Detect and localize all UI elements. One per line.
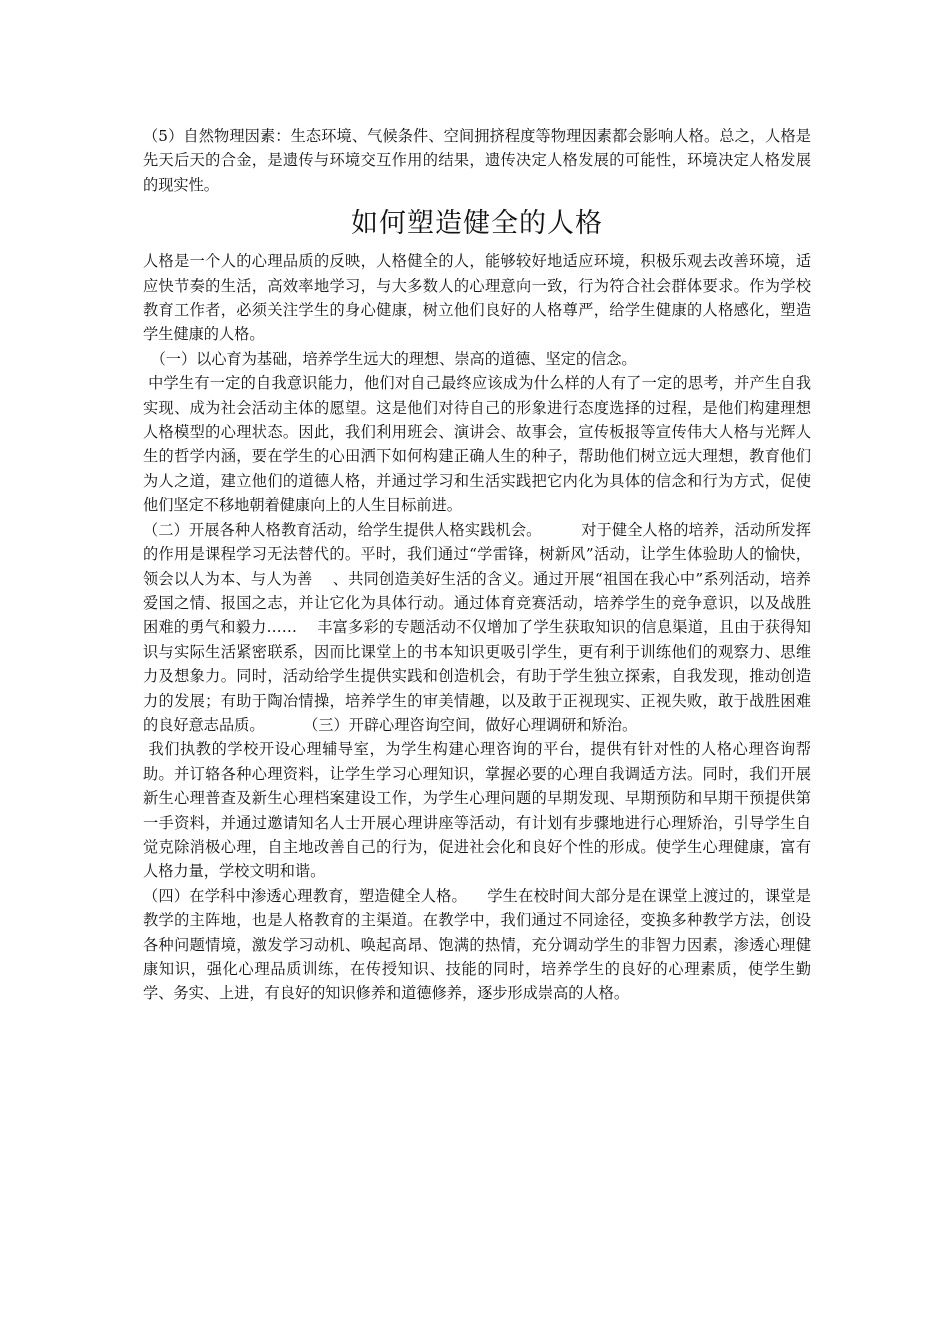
intro-paragraph: （5）自然物理因素：生态环境、气候条件、空间拥挤程度等物理因素都会影响人格。总之，人格是先天后天的合金，是遗传与环境交互作用的结果，遗传决定人格发展的可能性，环境决定人格发展的现实性。 (143, 127, 811, 194)
document-body (143, 124, 811, 1006)
paragraph-section-4: （四）在学科中渗透心理教育，塑造健全人格。 学生在校时间大部分是在课堂上渡过的，课堂是教学的主阵地，也是人格教育的主渠道。在教学中，我们通过不同途径，变换多种教学方法，创设各种问题情境，激发学习动机、唤起高昂、饱满的热情，充分调动学生的非智力因素，渗透心理健康知识，强化心理品质训练，在传授知识、技能的同时，培养学生的良好的心理素质，使学生勤学、务实、上进，有良好的知识修养和道德修养，逐步形成崇高的人格。 (143, 886, 811, 1003)
document-title: 如何塑造健全的人格 (351, 208, 603, 240)
paragraph-section-2: （二）开展各种人格教育活动，给学生提供人格实践机会。 对于健全人格的培养，活动所发挥的作用是课程学习无法替代的。平时，我们通过“学雷锋，树新风”活动，让学生体验助人的愉快，领会以人为本、与人为善 、共同创造美好生活的含义。通过开展“祖国在我心中”系列活动，培养爱国之情、报国之志，并让它化为具体行动。通过体育竞赛活动，培养学生的竞争意识，以及战胜困难的勇气和毅力…… 丰富多彩的专题活动不仅增加了学生获取知识的信息渠道，且由于获得知识与实际生活紧密联系，因而比课堂上的书本知识更吸引学生，更有利于训练他们的观察力、思维力及想象力。同时，活动给学生提供实践和创造机会，有助于学生独立探索，自我发现，推动创造力的发展；有助于陶冶情操，培养学生的审美情趣，以及敢于正视现实、正视失败，敢于战胜困难的良好意志品质。 （三）开辟心理咨询空间，做好心理调研和矫治。 (143, 520, 811, 734)
paragraph-heading-1: （一）以心育为基础，培养学生远大的理想、崇高的道德、坚定的信念。 (143, 349, 637, 368)
paragraph-section-3: 我们执教的学校开设心理辅导室，为学生构建心理咨询的平台，提供有针对性的人格心理咨询帮助。并订辂各种心理资料，让学生学习心理知识，掌握必要的心理自我调适方法。同时，我们开展新生心理普查及新生心理档案建设工作，为学生心理问题的早期发现、早期预防和早期干预提供第一手资料，并通过邀请知名人士开展心理讲座等活动，有计划有步骤地进行心理矫治，引导学生自觉克除消极心理，自主地改善自己的行为，促进社会化和良好个性的形成。使学生心理健康，富有人格力量，学校文明和谐。 (143, 740, 812, 881)
paragraph-intro: 人格是一个人的心理品质的反映，人格健全的人，能够较好地适应环境，积极乐观去改善环境，适应快节奏的生活，高效率地学习，与大多数人的心理意向一致，行为符合社会群体要求。作为学校教育工作者，必须关注学生的身心健康，树立他们良好的人格尊严，给学生健康的人格感化，塑造学生健康的人格。 (143, 252, 811, 344)
paragraph-section-1: 中学生有一定的自我意识能力，他们对自己最终应该成为什么样的人有了一定的思考，并产生自我实现、成为社会活动主体的愿望。这是他们对待自己的形象进行态度选择的过程，是他们构建理想人格模型的心理状态。因此，我们利用班会、演讲会、故事会，宣传板报等宣传伟大人格与光辉人生的哲学内涵，要在学生的心田洒下如何构建正确人生的种子，帮助他们树立远大理想，教育他们为人之道，建立他们的道德人格，并通过学习和生活实践把它内化为具体的信念和行为方式，促使他们坚定不移地朝着健康向上的人生目标前进。 (143, 374, 812, 515)
